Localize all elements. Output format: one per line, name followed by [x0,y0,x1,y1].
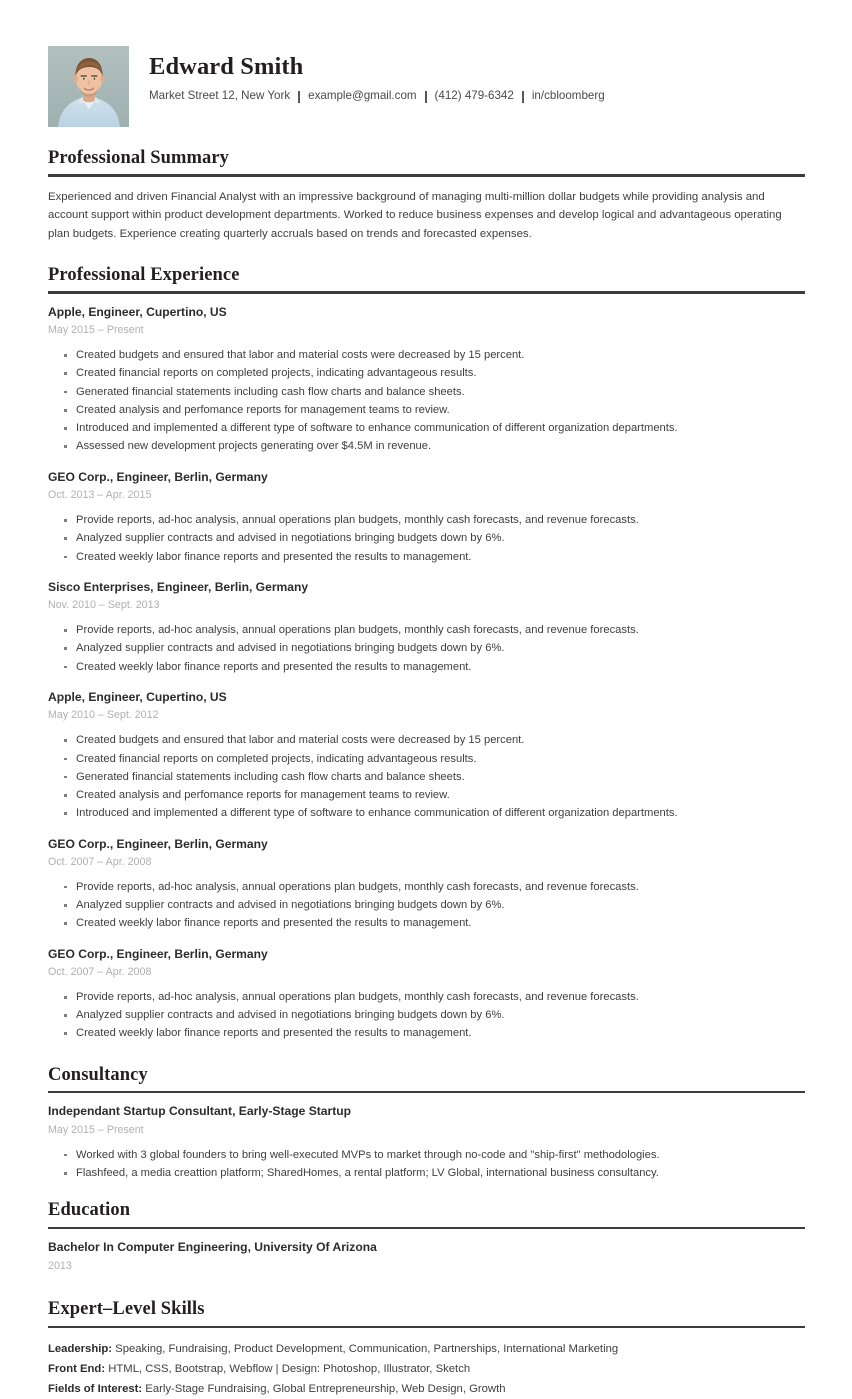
entry-bullet: Created financial reports on completed projects, indicating advantageous results. [64,750,805,768]
entry-bullet: Flashfeed, a media creattion platform; SharedHomes, a rental platform; LV Global, international business consultancy. [64,1164,805,1182]
entry-bullet: Provide reports, ad-hoc analysis, annual operations plan budgets, monthly cash forecasts, and revenue forecasts. [64,621,805,639]
section-heading: Expert–Level Skills [48,1299,205,1320]
entry-bullet: Introduced and implemented a different type of software to enhance communication of different organization departments. [64,419,805,437]
experience-entry-list [48,305,805,1043]
entry-bullet: Provide reports, ad-hoc analysis, annual operations plan budgets, monthly cash forecasts, and revenue forecasts. [64,511,805,529]
section-divider [48,291,805,293]
profile-photo-image [48,46,129,127]
skill-label: Fields of Interest: [48,1383,143,1396]
entry-date: Oct. 2007 – Apr. 2008 [48,856,152,868]
entry-bullet: Generated financial statements including cash flow charts and balance sheets. [64,383,805,401]
consultancy-entry-list [48,1104,805,1182]
experience-entry [48,947,805,1043]
skills-row-list [48,1339,805,1399]
contact-address: Market Street 12, New York [149,88,291,102]
entry-date: Oct. 2013 – Apr. 2015 [48,489,152,502]
section-divider [48,1326,805,1328]
experience-entry [48,470,805,566]
entry-bullet-list [48,346,805,456]
skill-row [48,1359,805,1379]
header-text-block [149,46,605,103]
spacer [48,1043,805,1065]
entry-bullet: Provide reports, ad-hoc analysis, annual operations plan budgets, monthly cash forecasts, and revenue forecasts. [64,878,805,896]
section-divider [48,1091,805,1093]
entry-title: Bachelor In Computer Engineering, University Of Arizona [48,1240,377,1254]
section-expert-level-skills [48,1299,805,1399]
entry-bullet: Analyzed supplier contracts and advised in negotiations bringing budgets down by 6%. [64,529,805,547]
skill-row [48,1379,805,1399]
section-professional-experience [48,265,805,1043]
entry-bullet-list [48,988,805,1043]
contact-email[interactable]: example@gmail.com [308,88,417,102]
entry-bullet: Analyzed supplier contracts and advised in negotiations bringing budgets down by 6%. [64,639,805,657]
spacer [48,456,805,470]
section-heading: Education [48,1200,131,1221]
entry-bullet: Generated financial statements including cash flow charts and balance sheets. [64,768,805,786]
entry-title: Sisco Enterprises, Engineer, Berlin, Germany [48,579,309,594]
entry-date: May 2010 – Sept. 2012 [48,709,159,722]
entry-bullet: Provide reports, ad-hoc analysis, annual operations plan budgets, monthly cash forecasts, and revenue forecasts. [64,988,805,1006]
section-divider [48,1227,805,1229]
entry-date: May 2015 – Present [48,1123,144,1136]
entry-bullet-list [48,878,805,933]
entry-bullet-list [48,1146,805,1183]
entry-title: Apple, Engineer, Cupertino, US [48,689,227,704]
experience-entry [48,837,805,933]
contact-linkedin[interactable]: in/cbloomberg [531,88,605,102]
spacer [48,243,805,265]
entry-bullet: Created weekly labor finance reports and presented the results to management. [64,1024,805,1042]
entry-date: May 2015 – Present [48,324,144,337]
entry-bullet: Created budgets and ensured that labor and material costs were decreased by 15 percent. [64,731,805,749]
skill-value: Early-Stage Fundraising, Global Entrepreneurship, Web Design, Growth [142,1383,506,1396]
spacer [48,1182,805,1200]
entry-bullet: Introduced and implemented a different type of software to enhance communication of different organization departments. [64,804,805,822]
skill-row [48,1339,805,1359]
spacer [48,1281,805,1299]
skill-label: Leadership: [48,1343,113,1356]
entry-bullet: Analyzed supplier contracts and advised in negotiations bringing budgets down by 6%. [64,896,805,914]
section-divider [48,174,805,176]
entry-bullet: Created budgets and ensured that labor and material costs were decreased by 15 percent. [64,346,805,364]
section-professional-summary [48,148,805,243]
entry-title: GEO Corp., Engineer, Berlin, Germany [48,836,268,851]
resume-header [48,46,805,128]
consultancy-entry [48,1104,805,1182]
section-heading: Professional Summary [48,148,230,168]
entry-bullet-list [48,621,805,676]
entry-title: Independant Startup Consultant, Early-Stage Startup [48,1104,352,1119]
page-title: Edward Smith [149,53,304,80]
entry-bullet-list [48,511,805,566]
entry-bullet: Worked with 3 global founders to bring well-executed MVPs to market through no-code and "ship-first" methodologies. [64,1146,805,1164]
spacer [48,676,805,690]
profile-photo [48,46,129,127]
education-entry-list [48,1240,805,1272]
entry-bullet: Created analysis and perfomance reports for management teams to review. [64,786,805,804]
education-entry [48,1240,805,1272]
contact-separator-icon [522,91,524,103]
entry-bullet: Assessed new development projects generating over $4.5M in revenue. [64,437,805,455]
section-heading: Professional Experience [48,265,240,286]
summary-text: Experienced and driven Financial Analyst with an impressive background of managing multi-million dollar budgets while providing analysis and account support within product development departments. Worked to reduce business expenses and develop logical and advantageous operating plan budgets. Experience creating quarterly accruals based on trends and forecasted expenses. [48,190,782,240]
entry-date: Oct. 2007 – Apr. 2008 [48,966,152,979]
section-consultancy [48,1065,805,1183]
entry-bullet: Created weekly labor finance reports and presented the results to management. [64,658,805,676]
section-education [48,1200,805,1272]
skill-value: Speaking, Fundraising, Product Development, Communication, Partnerships, International Marketing [112,1343,619,1356]
section-heading: Consultancy [48,1064,148,1085]
entry-bullet: Created financial reports on completed projects, indicating advantageous results. [64,364,805,382]
entry-date: 2013 [48,1259,72,1272]
experience-entry [48,305,805,456]
skill-value: HTML, CSS, Bootstrap, Webflow | Design: Photoshop, Illustrator, Sketch [105,1363,471,1376]
contact-separator-icon [425,91,427,103]
spacer [48,933,805,947]
spacer [48,823,805,837]
entry-title: GEO Corp., Engineer, Berlin, Germany [48,946,268,961]
spacer [48,566,805,580]
contact-phone[interactable]: (412) 479-6342 [434,88,514,102]
entry-title: Apple, Engineer, Cupertino, US [48,304,227,319]
entry-bullet-list [48,731,805,822]
entry-bullet: Analyzed supplier contracts and advised in negotiations bringing budgets down by 6%. [64,1006,805,1024]
entry-bullet: Created weekly labor finance reports and presented the results to management. [64,914,805,932]
entry-bullet: Created analysis and perfomance reports for management teams to review. [64,401,805,419]
entry-title: GEO Corp., Engineer, Berlin, Germany [48,469,268,484]
entry-date: Nov. 2010 – Sept. 2013 [48,599,160,612]
contact-separator-icon [298,91,300,103]
experience-entry [48,580,805,676]
experience-entry [48,690,805,823]
entry-bullet: Created weekly labor finance reports and presented the results to management. [64,548,805,566]
skill-label: Front End: [48,1363,106,1376]
contact-line [149,89,605,103]
